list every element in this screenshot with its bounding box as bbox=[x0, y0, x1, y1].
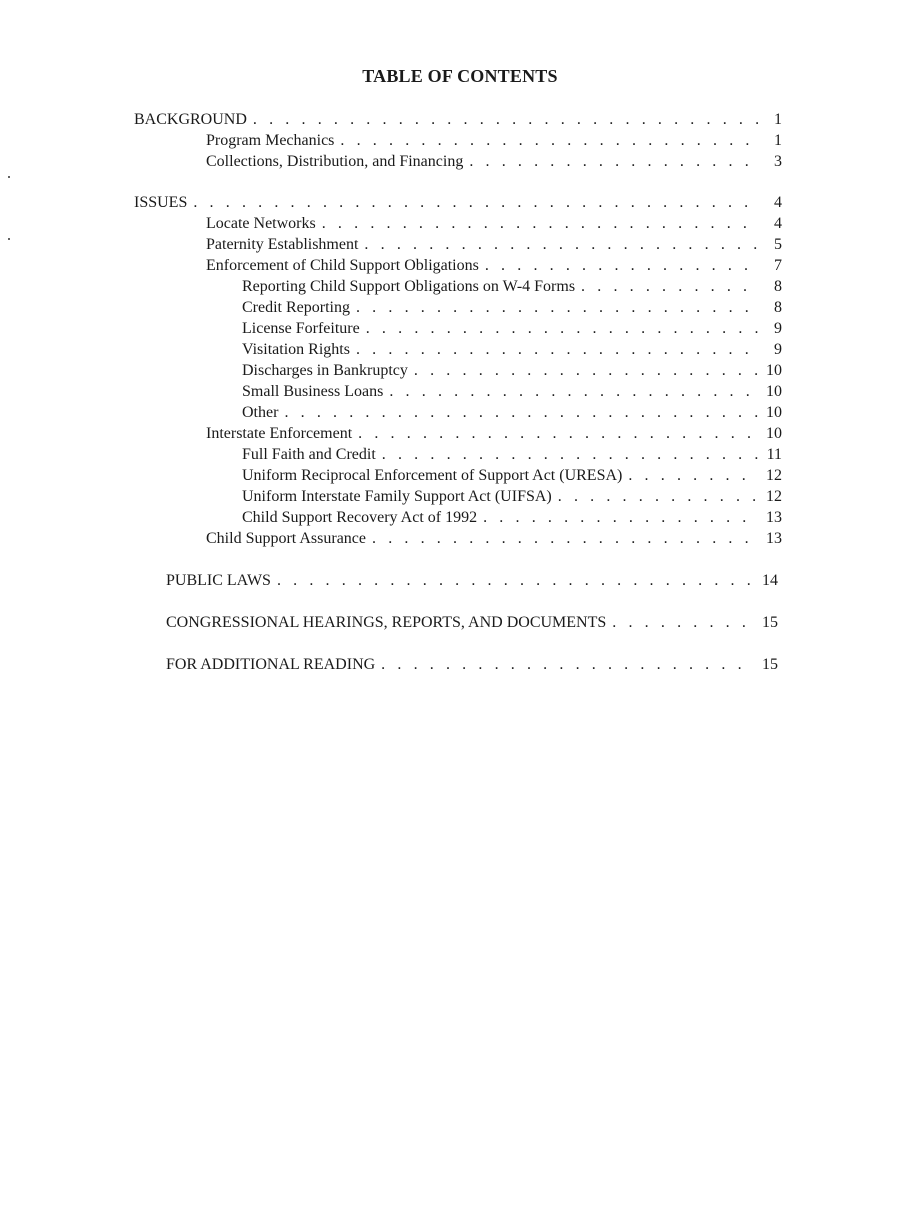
toc-page-number: 1 bbox=[774, 111, 782, 128]
toc-page-number: 5 bbox=[774, 236, 782, 253]
toc-dot-leader bbox=[612, 612, 754, 633]
toc-page-number: 8 bbox=[774, 299, 782, 316]
toc-entry-title: Small Business Loans bbox=[242, 383, 384, 400]
toc-entry bbox=[242, 402, 782, 423]
toc-page-number: 11 bbox=[766, 446, 782, 463]
toc-page-number: 12 bbox=[766, 467, 782, 484]
toc-entry bbox=[206, 130, 782, 151]
toc-entry bbox=[134, 109, 782, 130]
toc-entry-title: Paternity Establishment bbox=[206, 236, 359, 253]
toc-page-number: 15 bbox=[762, 614, 778, 631]
toc-entry bbox=[166, 654, 778, 675]
toc-dot-leader bbox=[284, 402, 758, 423]
toc-page-number: 10 bbox=[766, 404, 782, 421]
toc-dot-leader bbox=[253, 109, 758, 130]
toc-entry bbox=[206, 234, 782, 255]
toc-dot-leader bbox=[414, 360, 758, 381]
toc-entry bbox=[134, 192, 782, 213]
toc-page-number: 1 bbox=[774, 132, 782, 149]
toc-dot-leader bbox=[277, 570, 754, 591]
toc-entry bbox=[166, 612, 778, 633]
toc-page-number: 10 bbox=[766, 362, 782, 379]
toc-entry-title: Visitation Rights bbox=[242, 341, 350, 358]
toc-dot-leader bbox=[372, 528, 758, 549]
toc-page-number: 8 bbox=[774, 278, 782, 295]
toc-entry bbox=[242, 360, 782, 381]
toc-dot-leader bbox=[628, 465, 758, 486]
toc-entry bbox=[242, 486, 782, 507]
toc-dot-leader bbox=[356, 339, 758, 360]
toc-entry-title: License Forfeiture bbox=[242, 320, 360, 337]
toc-entry-title: Enforcement of Child Support Obligations bbox=[206, 257, 479, 274]
toc-entry-title: Full Faith and Credit bbox=[242, 446, 376, 463]
toc-dot-leader bbox=[469, 151, 758, 172]
toc-page-number: 9 bbox=[774, 320, 782, 337]
toc-entry-title: ISSUES bbox=[134, 194, 188, 211]
toc-page-number: 14 bbox=[762, 572, 778, 589]
toc-entry bbox=[242, 339, 782, 360]
toc-dot-leader bbox=[381, 654, 754, 675]
page-title: TABLE OF CONTENTS bbox=[362, 66, 558, 86]
toc-entry-title: Locate Networks bbox=[206, 215, 316, 232]
toc-entry bbox=[166, 570, 778, 591]
toc-entry bbox=[206, 213, 782, 234]
toc-entry bbox=[206, 255, 782, 276]
toc-dot-leader bbox=[358, 423, 758, 444]
toc-entry-title: Uniform Interstate Family Support Act (UIFSA) bbox=[242, 488, 552, 505]
toc-entry bbox=[242, 444, 782, 465]
toc-entry bbox=[242, 318, 782, 339]
toc-dot-leader bbox=[322, 213, 758, 234]
toc-dot-leader bbox=[382, 444, 758, 465]
toc-entry-title: Child Support Recovery Act of 1992 bbox=[242, 509, 478, 526]
toc-page-number: 13 bbox=[766, 509, 782, 526]
toc-entry bbox=[206, 423, 782, 444]
toc-dot-leader bbox=[485, 255, 758, 276]
toc-entry-title: BACKGROUND bbox=[134, 111, 247, 128]
toc-entry bbox=[242, 276, 782, 297]
toc-entry bbox=[206, 151, 782, 172]
toc-page-number: 4 bbox=[774, 215, 782, 232]
scan-speck bbox=[8, 238, 10, 240]
toc-entry-title: Credit Reporting bbox=[242, 299, 350, 316]
toc-entry-title: Program Mechanics bbox=[206, 132, 335, 149]
toc-dot-leader bbox=[558, 486, 758, 507]
scan-speck bbox=[8, 176, 10, 178]
toc-entry-title: Uniform Reciprocal Enforcement of Support Act (URESA) bbox=[242, 467, 623, 484]
toc-entry-title: Collections, Distribution, and Financing bbox=[206, 153, 464, 170]
toc-entry-title: Reporting Child Support Obligations on W-4 Forms bbox=[242, 278, 576, 295]
toc-page-number: 9 bbox=[774, 341, 782, 358]
toc-entry-title: FOR ADDITIONAL READING bbox=[166, 656, 376, 673]
toc-dot-leader bbox=[389, 381, 758, 402]
toc-dot-leader bbox=[581, 276, 758, 297]
toc-dot-leader bbox=[340, 130, 758, 151]
toc-entry-title: Discharges in Bankruptcy bbox=[242, 362, 408, 379]
toc-entry-title: PUBLIC LAWS bbox=[166, 572, 271, 589]
toc-entry-title: CONGRESSIONAL HEARINGS, REPORTS, AND DOCUMENTS bbox=[166, 614, 607, 631]
toc-entry-title: Child Support Assurance bbox=[206, 530, 366, 547]
toc-entry bbox=[242, 297, 782, 318]
toc-page-number: 4 bbox=[774, 194, 782, 211]
toc-dot-leader bbox=[356, 297, 758, 318]
toc-page-number: 7 bbox=[774, 257, 782, 274]
toc-dot-leader bbox=[483, 507, 758, 528]
toc-page-number: 3 bbox=[774, 153, 782, 170]
toc-dot-leader bbox=[193, 192, 758, 213]
toc-entry bbox=[242, 465, 782, 486]
toc-page-number: 12 bbox=[766, 488, 782, 505]
toc-page-number: 13 bbox=[766, 530, 782, 547]
toc-page-number: 10 bbox=[766, 425, 782, 442]
toc-dot-leader bbox=[366, 318, 758, 339]
toc-page-number: 15 bbox=[762, 656, 778, 673]
toc-entry-title: Other bbox=[242, 404, 279, 421]
toc-dot-leader bbox=[364, 234, 758, 255]
toc-entry bbox=[206, 528, 782, 549]
toc-page-number: 10 bbox=[766, 383, 782, 400]
toc-entry bbox=[242, 381, 782, 402]
toc-entry bbox=[242, 507, 782, 528]
toc-entry-title: Interstate Enforcement bbox=[206, 425, 353, 442]
